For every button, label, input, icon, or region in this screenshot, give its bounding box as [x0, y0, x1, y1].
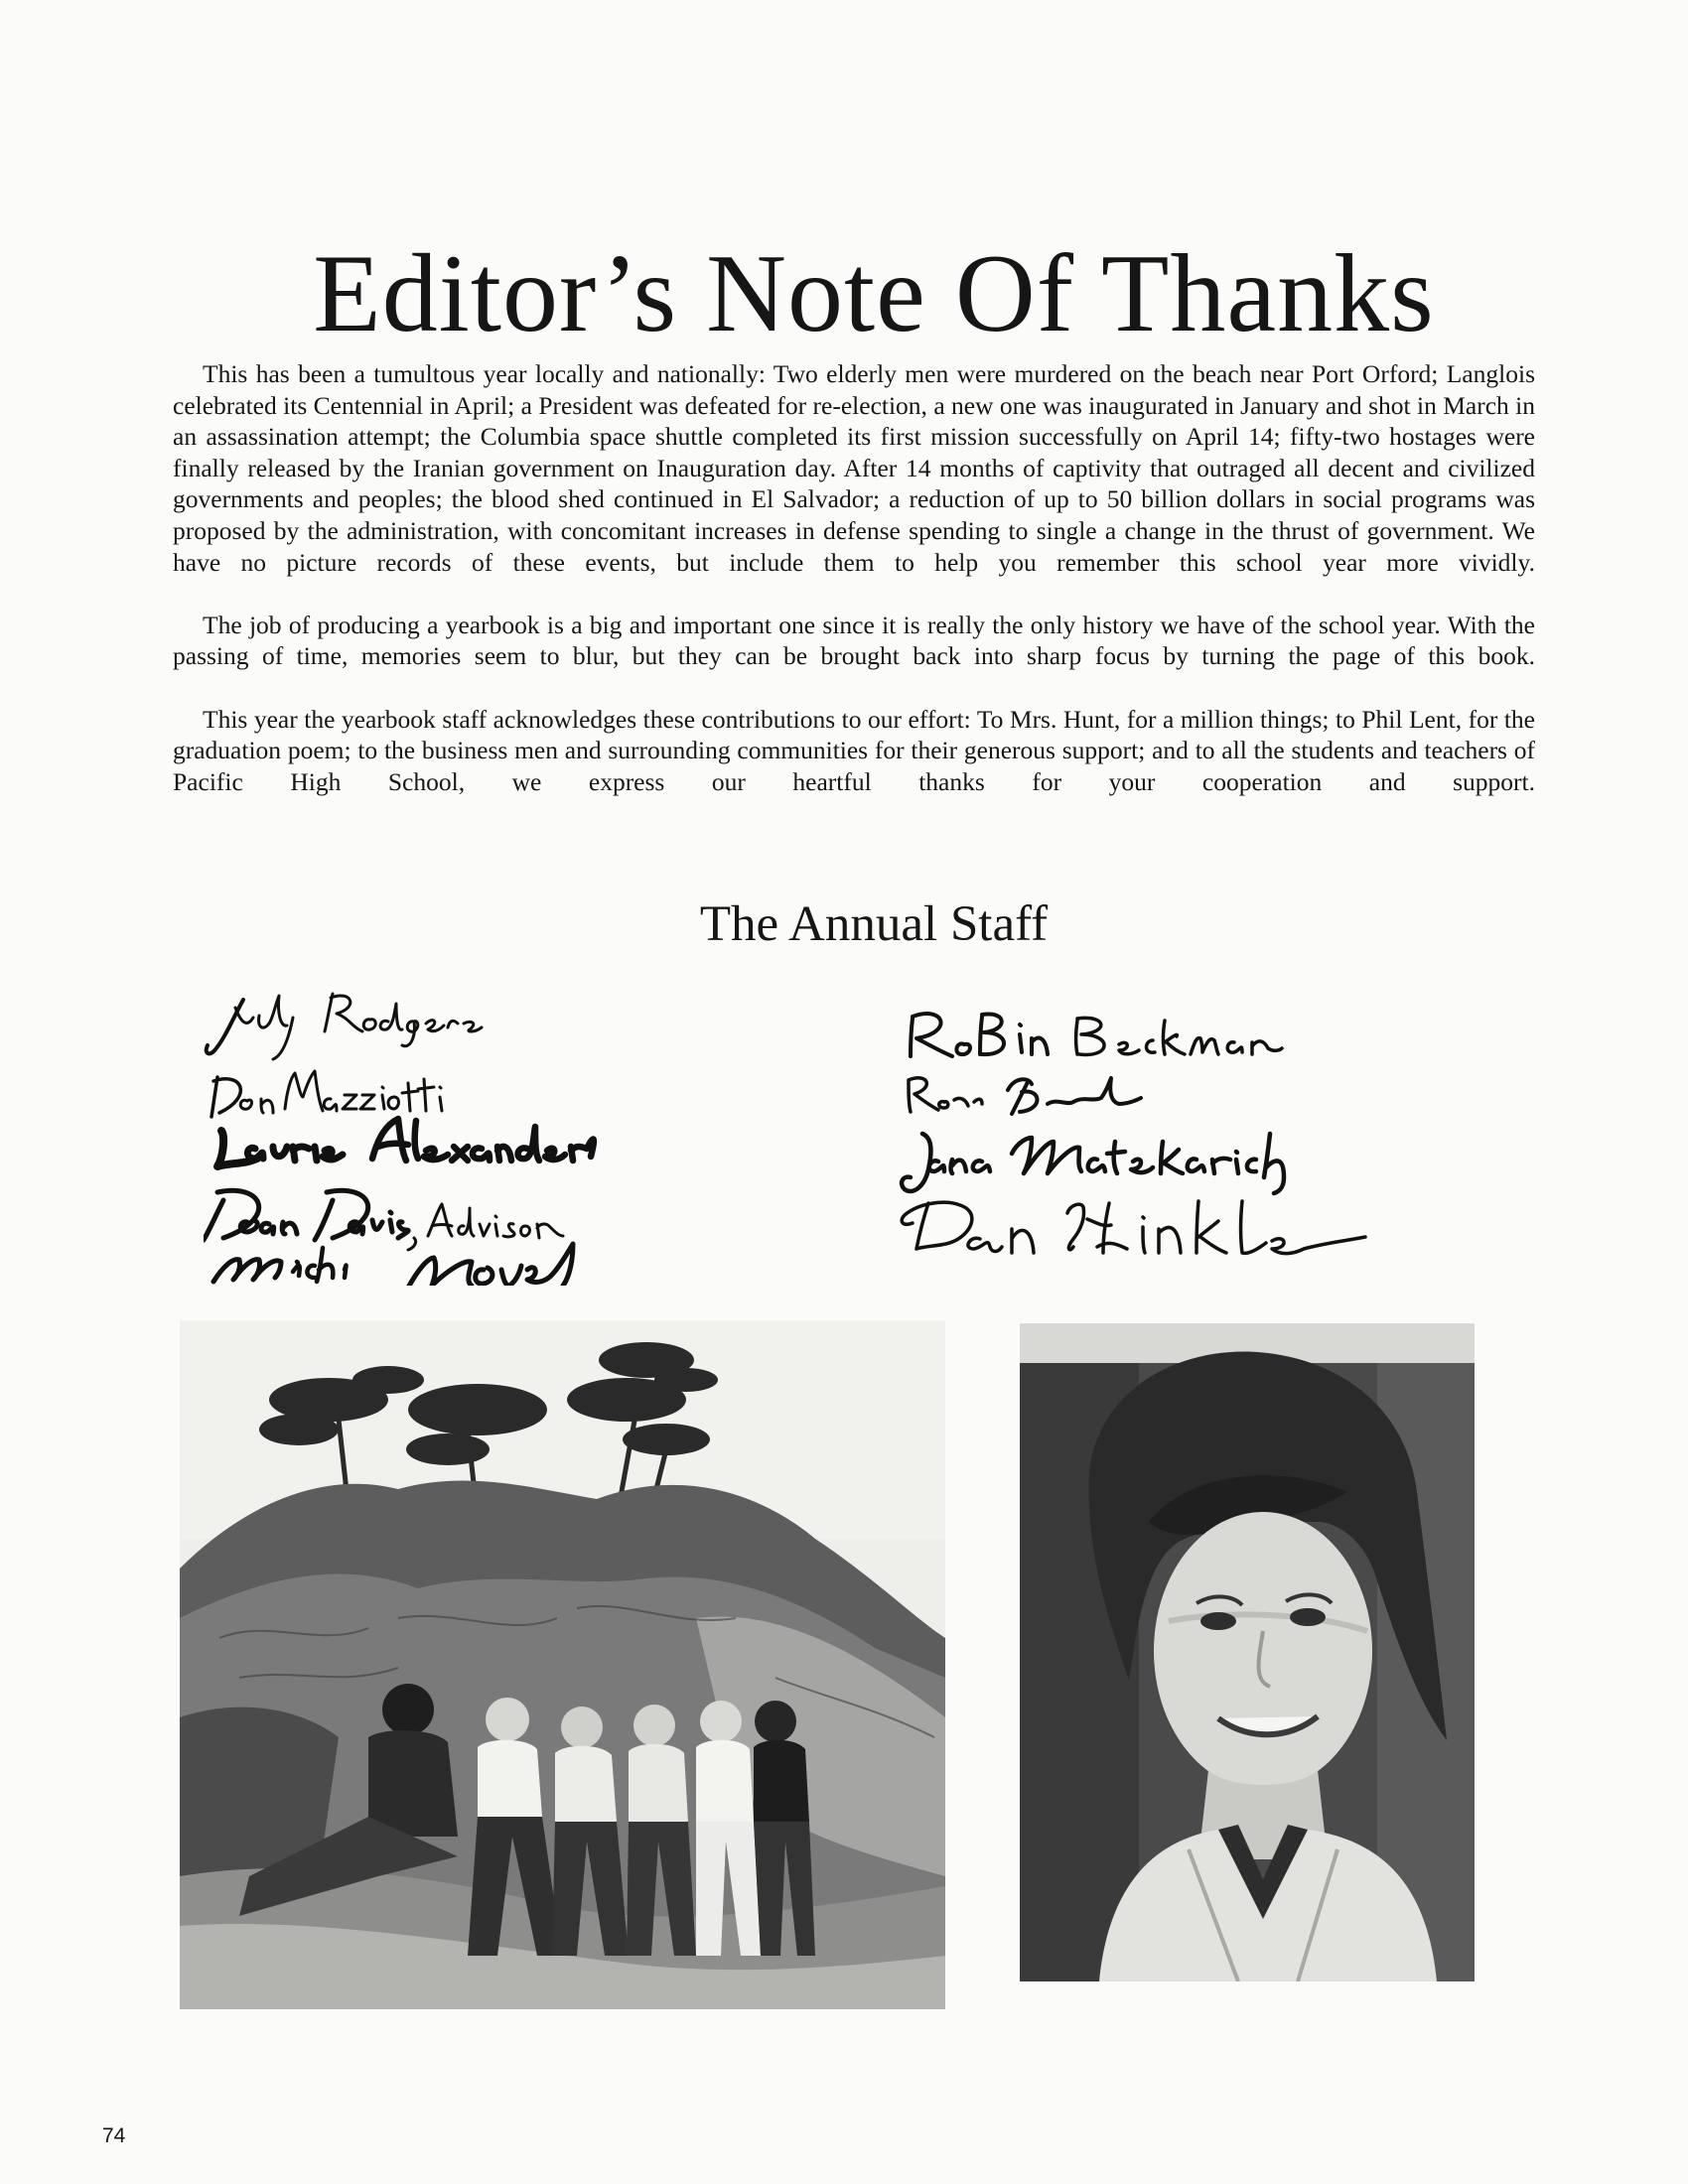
portrait-photo	[1020, 1323, 1475, 1981]
page-title: Editor’s Note Of Thanks	[313, 232, 1435, 355]
page-number: 74	[102, 2124, 126, 2147]
signatures-right	[899, 993, 1415, 1291]
editor-note-body	[173, 358, 1535, 829]
portrait-photo-image	[1020, 1323, 1475, 1981]
paragraph-yearbook-purpose: The job of producing a yearbook is a big and important one since it is really the only history we have of the school year. With the passing of time, memories seem to blur, but they can be brought back into sharp focus by turning the page of this book.	[173, 610, 1535, 671]
paragraph-events: This has been a tumultous year locally and nationally: Two elderly men were murdered on the beach near Port Orford; Langlois celebrated its Centennial in April; a President was defeated for re-election, a new one was inaugurated in January and shot in March in an assassination attempt; the Columbia space shuttle completed its first mission successfully on April 14; fifty-two hostages were finally released by the Iranian government on Inauguration day. After 14 months of captivity that outraged all decent and civilized governments and peoples; the blood shed continued in El Salvador; a reduction of up to 50 billion dollars in social programs was proposed by the administration, with concomitant increases in defense spending to single a change in the thrust of government. We have no picture records of these events, but include them to help you remember this school year more vividly.	[173, 359, 1535, 577]
signatures-right-image	[899, 993, 1415, 1291]
group-photo-image	[180, 1320, 945, 2009]
paragraph-acknowledgements: This year the yearbook staff acknowledges these contributions to our effort: To Mrs. Hunt, for a million things; to Phil Lent, for the graduation poem; to the business men and surrounding communities for their generous support; and to all the students and teachers of Pacific High School, we express our heartful thanks for your cooperation and support.	[173, 704, 1535, 796]
group-photo	[180, 1320, 945, 2009]
signatures-left	[204, 988, 700, 1286]
staff-heading: The Annual Staff	[699, 896, 1049, 952]
signatures-left-image	[204, 988, 700, 1286]
